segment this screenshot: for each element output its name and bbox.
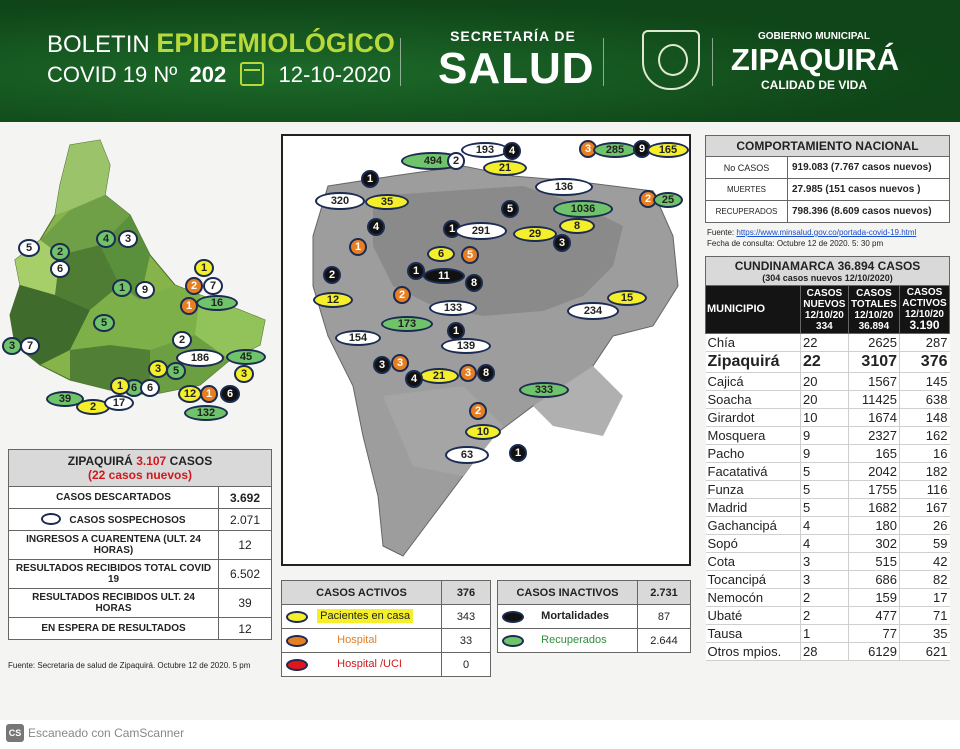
- municipio-value: 1682: [848, 499, 899, 517]
- municipio-value: 11425: [848, 391, 899, 409]
- header-banner: [0, 0, 960, 122]
- map-bubble: 35: [365, 194, 409, 210]
- map-bubble: 63: [445, 446, 489, 464]
- cundinamarca-header: CUNDINAMARCA 36.894 CASOS (304 casos nuevos 12/10/2020): [706, 257, 950, 286]
- municipio-row: [706, 409, 950, 427]
- municipio-value: 6129: [848, 643, 899, 661]
- map-bubble: 6: [427, 246, 455, 262]
- municipio-row: [706, 481, 950, 499]
- map-bubble: 6: [124, 379, 144, 397]
- municipio-name: Tausa: [706, 625, 801, 643]
- table-row: CASOS SOSPECHOSOS 2.071: [9, 509, 272, 531]
- map-bubble: 25: [653, 192, 683, 208]
- source-note: Fuente: Secretaria de salud de Zipaquirá. Octubre 12 de 2020. 5 pm: [8, 661, 251, 670]
- map-bubble: 4: [96, 230, 116, 248]
- municipio-name: Girardot: [706, 409, 801, 427]
- map-bubble: 1: [112, 279, 132, 297]
- municipio-value: 3: [801, 553, 849, 571]
- map-bubble: 285: [593, 142, 637, 158]
- municipio-value: 22: [801, 352, 849, 373]
- national-source: Fuente: https://www.minsalud.gov.co/portada-covid-19.html Fecha de consulta: Octubre 12 de 2020. 5: 30 pm: [707, 228, 917, 248]
- map-bubble: 6: [140, 379, 160, 397]
- map-bubble: 1: [509, 444, 527, 462]
- map-bubble: 7: [203, 277, 223, 295]
- map-bubble: 2: [185, 277, 203, 295]
- map-bubble: 2: [447, 152, 465, 170]
- bulletin-title: BOLETIN EPIDEMIOLÓGICO: [47, 28, 395, 58]
- municipio-value: 16: [900, 445, 950, 463]
- map-bubble: 7: [20, 337, 40, 355]
- municipio-value: 2: [801, 589, 849, 607]
- map-bubble: 3: [579, 140, 597, 158]
- municipio-row: [706, 373, 950, 391]
- municipio-row: [706, 607, 950, 625]
- map-bubble: 11: [423, 268, 465, 284]
- map-bubble: 1: [200, 385, 218, 403]
- map-bubble: 4: [503, 142, 521, 160]
- municipio-value: 35: [900, 625, 950, 643]
- map-bubble: 234: [567, 302, 619, 320]
- camscanner-label: Escaneado con CamScanner: [28, 726, 185, 740]
- municipio-value: 180: [848, 517, 899, 535]
- municipio-value: 9: [801, 445, 849, 463]
- map-bubble: 12: [178, 385, 202, 403]
- map-bubble: 5: [501, 200, 519, 218]
- map-bubble: 5: [166, 362, 186, 380]
- municipio-row: [706, 517, 950, 535]
- map-bubble: 4: [367, 218, 385, 236]
- map-bubble: 2: [639, 190, 657, 208]
- map-bubble: 1: [180, 297, 198, 315]
- map-bubble: 165: [647, 142, 689, 158]
- minsalud-link[interactable]: https://www.minsalud.gov.co/portada-covid-19.html: [736, 228, 917, 237]
- map-bubble: 15: [607, 290, 647, 306]
- municipio-value: 26: [900, 517, 950, 535]
- map-bubble: 12: [313, 292, 353, 308]
- map-bubble: 10: [465, 424, 501, 440]
- map-bubble: 5: [18, 239, 40, 257]
- salud-label: SALUD: [438, 44, 595, 93]
- map-bubble: 186: [176, 349, 224, 367]
- municipio-value: 1: [801, 625, 849, 643]
- municipio-value: 42: [900, 553, 950, 571]
- municipio-value: 376: [900, 352, 950, 373]
- divider: [400, 38, 401, 86]
- municipio-value: 5: [801, 481, 849, 499]
- col-nuevos: CASOS NUEVOS 12/10/20 334: [801, 286, 849, 334]
- municipio-value: 165: [848, 445, 899, 463]
- municipio-value: 20: [801, 373, 849, 391]
- suspected-ring-icon: [41, 513, 61, 525]
- table-row: MUERTES 27.985 (151 casos nuevos ): [706, 179, 950, 201]
- map-bubble: 1: [447, 322, 465, 340]
- map-bubble: 17: [104, 395, 134, 411]
- municipio-value: 1755: [848, 481, 899, 499]
- active-cases-table: CASOS ACTIVOS 376 Pacientes en casa 343 Hospital 33 Hospital /UCI 0: [281, 580, 491, 677]
- municipio-value: 167: [900, 499, 950, 517]
- map-bubble: 6: [50, 260, 70, 278]
- zipaquira-summary-table: [8, 449, 272, 640]
- municipio-value: 1567: [848, 373, 899, 391]
- col-totales: CASOS TOTALES 12/10/20 36.894: [848, 286, 899, 334]
- municipio-value: 22: [801, 334, 849, 352]
- municipio-row: [706, 445, 950, 463]
- municipio-name: Facatativá: [706, 463, 801, 481]
- map-bubble: 1: [407, 262, 425, 280]
- map-bubble: 21: [483, 160, 527, 176]
- municipio-value: 20: [801, 391, 849, 409]
- calidad-label: CALIDAD DE VIDA: [760, 78, 867, 92]
- municipio-name: Gachancipá: [706, 517, 801, 535]
- map-bubble: 3: [148, 360, 168, 378]
- municipio-name: Cota: [706, 553, 801, 571]
- urban-map: [281, 134, 691, 566]
- map-bubble: 320: [315, 192, 365, 210]
- municipio-name: Zipaquirá: [706, 352, 801, 373]
- death-dot-icon: [502, 611, 524, 623]
- table-row: INGRESOS A CUARENTENA (ULT. 24 HORAS) 12: [9, 531, 272, 560]
- municipio-value: 477: [848, 607, 899, 625]
- municipio-name: Chía: [706, 334, 801, 352]
- map-bubble: 136: [535, 178, 593, 196]
- municipio-row: [706, 535, 950, 553]
- zipaquira-logo-text: ZIPAQUIRÁ: [730, 42, 900, 77]
- municipio-value: 638: [900, 391, 950, 409]
- rural-veredas-map: [0, 135, 275, 425]
- municipio-name: Mosquera: [706, 427, 801, 445]
- secretaria-label: SECRETARÍA DE: [450, 28, 576, 44]
- map-bubble: 3: [553, 234, 571, 252]
- municipio-name: Funza: [706, 481, 801, 499]
- municipio-value: 71: [900, 607, 950, 625]
- municipio-value: 145: [900, 373, 950, 391]
- map-bubble: 139: [441, 338, 491, 354]
- map-bubble: 21: [419, 368, 459, 384]
- table-row: Recuperados 2.644: [498, 629, 691, 653]
- table-row: Hospital /UCI 0: [282, 653, 491, 677]
- coat-of-arms-icon: [642, 30, 700, 90]
- municipio-value: 287: [900, 334, 950, 352]
- national-table: COMPORTAMIENTO NACIONAL No CASOS 919.083 (7.767 casos nuevos) MUERTES 27.985 (151 casos nuevos ) RECUPERADOS 798.396 (8.609 casos nuevos): [705, 135, 950, 223]
- map-bubble: 2: [172, 331, 192, 349]
- icu-dot-icon: [286, 659, 308, 671]
- zipaquira-table-header: ZIPAQUIRÁ 3.107 CASOS (22 casos nuevos): [9, 450, 272, 487]
- municipio-row: [706, 463, 950, 481]
- hospital-dot-icon: [286, 635, 308, 647]
- municipio-row: [706, 625, 950, 643]
- map-bubble: 3: [391, 354, 409, 372]
- municipio-value: 5: [801, 499, 849, 517]
- municipio-name: Tocancipá: [706, 571, 801, 589]
- recovered-dot-icon: [502, 635, 524, 647]
- map-bubble: 2: [50, 243, 70, 261]
- municipio-value: 3107: [848, 352, 899, 373]
- map-bubble: 1: [361, 170, 379, 188]
- map-bubble: 8: [559, 218, 595, 234]
- municipio-name: Nemocón: [706, 589, 801, 607]
- table-row: RESULTADOS RECIBIDOS TOTAL COVID 19 6.502: [9, 560, 272, 589]
- map-bubble: 39: [46, 391, 84, 407]
- municipio-value: 2327: [848, 427, 899, 445]
- municipio-value: 3: [801, 571, 849, 589]
- municipio-row: [706, 391, 950, 409]
- municipio-name: Soacha: [706, 391, 801, 409]
- municipio-value: 77: [848, 625, 899, 643]
- map-bubble: 9: [633, 140, 651, 158]
- municipio-row: [706, 571, 950, 589]
- gobierno-label: GOBIERNO MUNICIPAL: [757, 31, 871, 42]
- municipio-value: 515: [848, 553, 899, 571]
- map-bubble: 494: [401, 152, 465, 170]
- col-activos: CASOS ACTIVOS 12/10/20 3.190: [900, 286, 950, 334]
- municipio-row: [706, 589, 950, 607]
- map-bubble: 2: [76, 399, 110, 415]
- map-bubble: 333: [519, 382, 569, 398]
- municipio-name: Madrid: [706, 499, 801, 517]
- map-bubble: 45: [226, 349, 266, 365]
- municipio-value: 162: [900, 427, 950, 445]
- map-bubble: 1: [443, 220, 461, 238]
- map-bubble: 8: [465, 274, 483, 292]
- map-bubble: 291: [455, 222, 507, 240]
- municipio-value: 302: [848, 535, 899, 553]
- map-bubble: 1: [194, 259, 214, 277]
- cundinamarca-table: [705, 256, 950, 661]
- municipio-value: 2: [801, 607, 849, 625]
- home-patient-dot-icon: [286, 611, 308, 623]
- map-bubble: 3: [234, 365, 254, 383]
- table-row: RECUPERADOS 798.396 (8.609 casos nuevos): [706, 201, 950, 223]
- municipio-row: [706, 352, 950, 373]
- map-bubble: 2: [323, 266, 341, 284]
- map-bubble: 132: [184, 405, 228, 421]
- municipio-value: 9: [801, 427, 849, 445]
- municipio-value: 28: [801, 643, 849, 661]
- map-bubble: 2: [469, 402, 487, 420]
- table-row: Pacientes en casa 343: [282, 605, 491, 629]
- municipio-value: 159: [848, 589, 899, 607]
- map-bubble: 1036: [553, 200, 613, 218]
- divider: [712, 38, 713, 86]
- municipio-row: [706, 499, 950, 517]
- map-bubble: 3: [459, 364, 477, 382]
- map-bubble: 193: [461, 142, 509, 158]
- map-bubble: 3: [2, 337, 22, 355]
- table-row: RESULTADOS RECIBIDOS ULT. 24 HORAS 39: [9, 589, 272, 618]
- map-bubble: 5: [461, 246, 479, 264]
- table-row: No CASOS 919.083 (7.767 casos nuevos): [706, 157, 950, 179]
- calendar-icon: [240, 62, 264, 86]
- municipio-value: 116: [900, 481, 950, 499]
- map-bubble: 154: [335, 330, 381, 346]
- municipio-value: 4: [801, 535, 849, 553]
- table-row: Mortalidades 87: [498, 605, 691, 629]
- map-bubble: 5: [93, 314, 115, 332]
- municipio-value: 82: [900, 571, 950, 589]
- municipio-value: 1674: [848, 409, 899, 427]
- map-bubble: 1: [110, 377, 130, 395]
- map-bubble: 3: [118, 230, 138, 248]
- municipio-name: Sopó: [706, 535, 801, 553]
- map-bubble: 6: [220, 385, 240, 403]
- map-bubble: 8: [477, 364, 495, 382]
- municipio-value: 10: [801, 409, 849, 427]
- map-bubble: 16: [196, 295, 238, 311]
- map-bubble: 4: [405, 370, 423, 388]
- municipio-value: 5: [801, 463, 849, 481]
- municipio-value: 182: [900, 463, 950, 481]
- municipio-value: 148: [900, 409, 950, 427]
- map-bubble: 1: [349, 238, 367, 256]
- municipio-value: 2625: [848, 334, 899, 352]
- scanner-footer: [0, 720, 960, 749]
- bulletin-date: 12-10-2020: [278, 62, 392, 87]
- divider: [603, 38, 604, 86]
- municipio-value: 621: [900, 643, 950, 661]
- map-bubble: 133: [429, 300, 477, 316]
- table-row: EN ESPERA DE RESULTADOS 12: [9, 618, 272, 640]
- table-row: CASOS DESCARTADOS 3.692: [9, 487, 272, 509]
- col-municipio: MUNICIPIO: [706, 286, 801, 334]
- table-row: Hospital 33: [282, 629, 491, 653]
- inactive-cases-table: CASOS INACTIVOS 2.731 Mortalidades 87 Recuperados 2.644: [497, 580, 691, 653]
- bulletin-subtitle: COVID 19 Nº 202 12-10-2020: [47, 62, 392, 87]
- municipio-row: [706, 553, 950, 571]
- municipio-row: [706, 643, 950, 661]
- municipio-value: 59: [900, 535, 950, 553]
- camscanner-logo-icon: CS: [6, 724, 24, 742]
- municipio-name: Otros mpios.: [706, 643, 801, 661]
- municipio-value: 2042: [848, 463, 899, 481]
- municipio-row: [706, 427, 950, 445]
- municipio-row: [706, 334, 950, 352]
- municipio-value: 17: [900, 589, 950, 607]
- municipio-value: 686: [848, 571, 899, 589]
- map-bubble: 2: [393, 286, 411, 304]
- map-bubble: 3: [373, 356, 391, 374]
- map-bubble: 9: [135, 281, 155, 299]
- municipio-value: 4: [801, 517, 849, 535]
- map-bubble: 29: [513, 226, 557, 242]
- municipio-name: Pacho: [706, 445, 801, 463]
- municipio-name: Cajicá: [706, 373, 801, 391]
- map-bubble: 173: [381, 316, 433, 332]
- municipio-name: Ubaté: [706, 607, 801, 625]
